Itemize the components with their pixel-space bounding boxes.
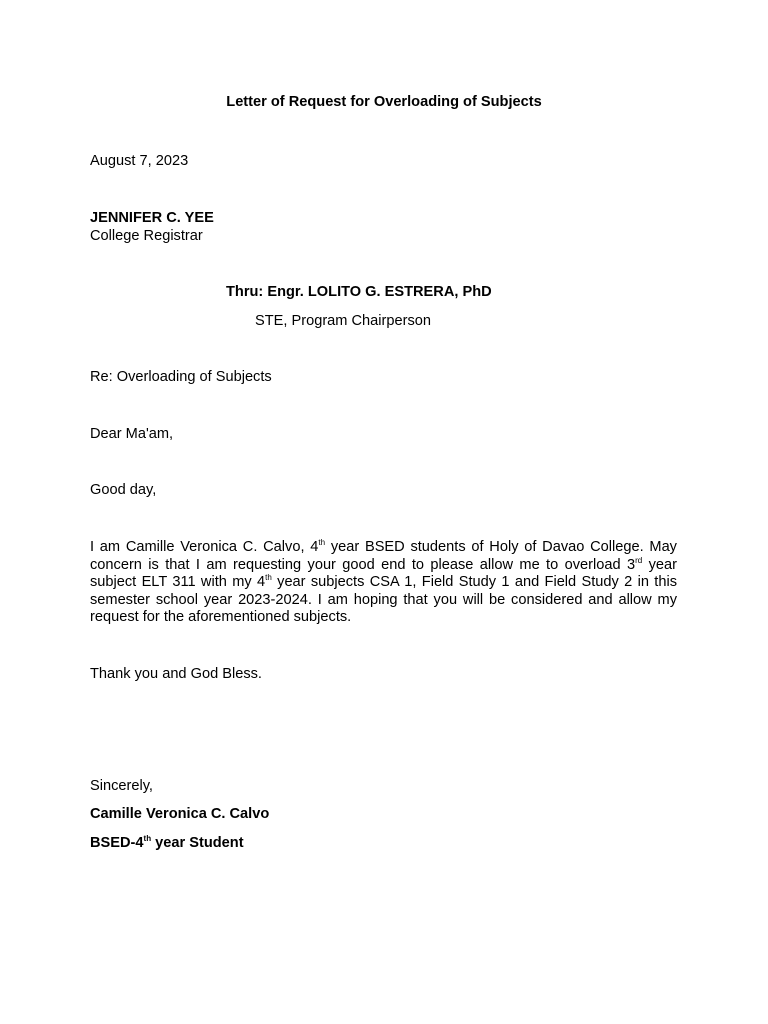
subject-line: Re: Overloading of Subjects [90,369,272,385]
body-line-4: semester school year 2023-2024. I am hoping that you will be considered and allow my [90,591,677,608]
body-line-2 [90,557,677,575]
letter-title: Letter of Request for Overloading of Subjects [226,94,542,110]
ordinal-suffix: rd [635,555,643,565]
ordinal-suffix: th [265,573,272,583]
thru-line: Thru: Engr. LOLITO G. ESTRERA, PhD [226,284,492,300]
signature-name: Camille Veronica C. Calvo [90,806,270,822]
greeting: Good day, [90,482,157,498]
body-line-1 [90,539,677,557]
letter-date: August 7, 2023 [90,153,189,169]
body-paragraph [90,539,677,627]
body-text: year subjects CSA 1, Field Study 1 and Field Study 2 in this [271,574,678,591]
thru-title: STE, Program Chairperson [255,313,432,329]
closing: Sincerely, [90,778,153,794]
body-text: year BSED students of Holy of Davao College. May [325,539,677,555]
addressee-title: College Registrar [90,228,203,244]
body-text: I am Camille Veronica C. Calvo, 4 [90,539,319,555]
body-text: subject ELT 311 with my 4 [90,574,266,591]
signature-title-text: year Student [151,835,244,851]
ordinal-suffix: th [143,834,152,844]
body-text: concern is that I am requesting your good end to please allow me to overload 3 [90,556,636,573]
signature-title [90,835,244,851]
body-text: year [642,556,677,573]
salutation: Dear Ma'am, [90,426,174,442]
body-line-3 [90,574,677,592]
signature-title-text: BSED-4 [90,835,144,851]
addressee-name: JENNIFER C. YEE [90,210,214,226]
thanks-line: Thank you and God Bless. [90,666,262,682]
ordinal-suffix: th [318,538,326,548]
body-line-5: request for the aforementioned subjects. [90,609,352,626]
